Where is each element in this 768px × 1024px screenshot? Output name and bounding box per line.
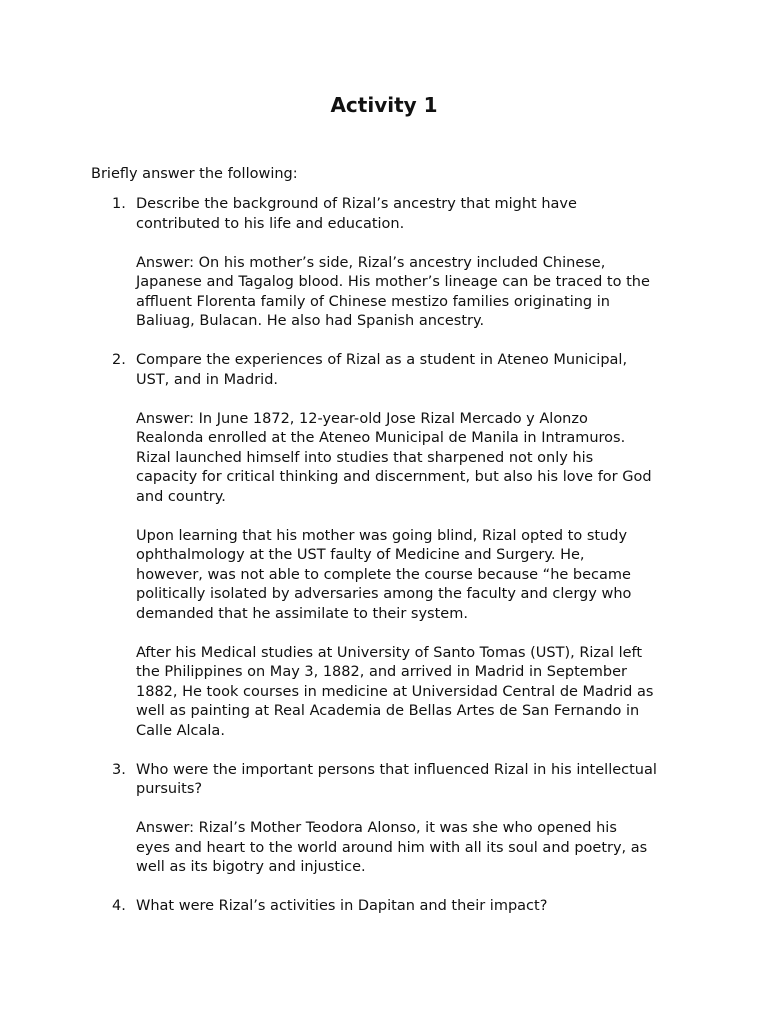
question-item-3 [91,761,691,878]
page-title: Activity 1 [330,93,438,117]
question-text: Describe the background of Rizal’s ancestry that might have contributed to his life and education. [136,196,577,232]
question-number: 2. [112,352,126,368]
question-text: What were Rizal’s activities in Dapitan and their impact? [136,898,548,914]
instructions-text: Briefly answer the following: [91,166,298,182]
question-list [91,195,691,936]
question-item-2 [91,351,691,741]
answer-paragraph: Answer: Rizal’s Mother Teodora Alonso, it was she who opened his eyes and heart to the world around him with all its soul and poetry, as well as its bigotry and injustice. [136,820,648,875]
question-item-1 [91,195,691,332]
question-text: Compare the experiences of Rizal as a student in Ateneo Municipal, UST, and in Madrid. [136,352,628,388]
answer-paragraph: Upon learning that his mother was going blind, Rizal opted to study ophthalmology at the UST faulty of Medicine and Surgery. He, however, was not able to complete the course because “he became politically isolated by adversaries among the faculty and clergy who demanded that he assimilate to their system. [136,527,632,622]
question-text: Who were the important persons that influenced Rizal in his intellectual pursuits? [136,761,657,797]
question-number: 4. [112,898,126,914]
question-item-4 [91,897,691,917]
answer-paragraph: After his Medical studies at University of Santo Tomas (UST), Rizal left the Philippines on May 3, 1882, and arrived in Madrid in September 1882, He took courses in medicine at Universidad Central de Madrid as well as painting at Real Academia de Bellas Artes de San Fernando in Calle Alcala. [136,644,654,739]
question-number: 3. [112,761,126,778]
answer-paragraph: Answer: In June 1872, 12-year-old Jose Rizal Mercado y Alonzo Realonda enrolled at the Ateneo Municipal de Manila in Intramuros. Rizal launched himself into studies that sharpened not only his capacity for critical thinking and discernment, but also his love for God and country. [136,410,652,505]
answer-paragraph: Answer: On his mother’s side, Rizal’s ancestry included Chinese, Japanese and Tagalog blood. His mother’s lineage can be traced to the affluent Florenta family of Chinese mestizo families originating in Baliuag, Bulacan. He also had Spanish ancestry. [136,254,650,329]
question-number: 1. [112,196,126,212]
